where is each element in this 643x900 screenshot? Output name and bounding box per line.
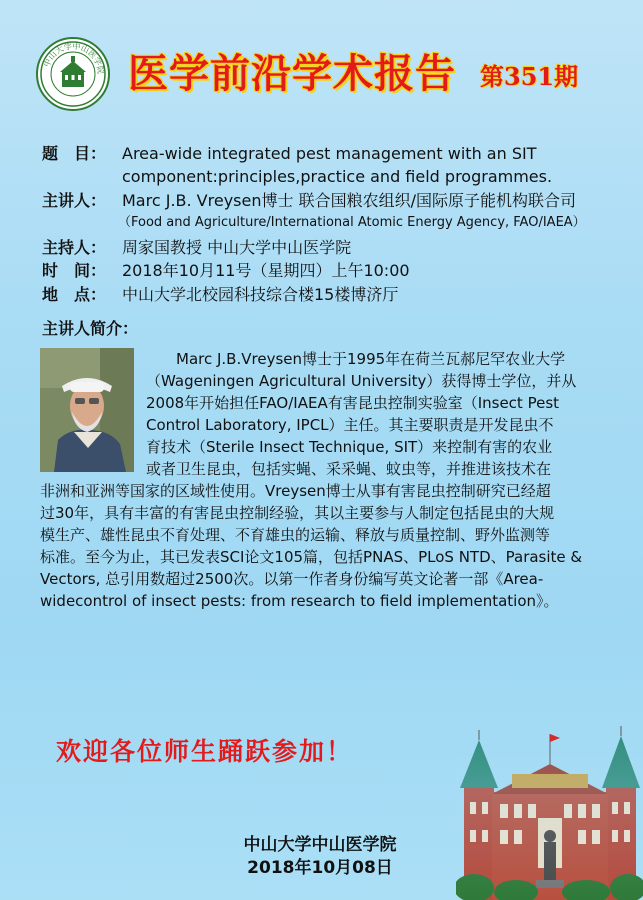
bio-line-8: 过30年，具有丰富的有害昆虫控制经验，其以主要参与人制定包括昆虫的大规 bbox=[40, 504, 555, 522]
topic-label: 题 目： bbox=[42, 144, 107, 163]
topic-line-2: component:principles,practice and field programmes. bbox=[122, 167, 553, 186]
bio-line-5: 育技术（Sterile Insect Technique, SIT）来控制有害的农业 bbox=[146, 438, 553, 456]
campus-building-image bbox=[456, 722, 643, 900]
place-label: 地 点： bbox=[42, 285, 107, 304]
welcome-message: 欢迎各位师生踊跃参加！ bbox=[56, 737, 354, 766]
bio-line-6: 或者卫生昆虫，包括实蝇、采采蝇、蚊虫等，并推进该技术在 bbox=[146, 460, 552, 478]
topic-line-1: Area-wide integrated pest management with an SIT bbox=[122, 144, 537, 163]
bio-line-1: Marc J.B.Vreysen博士于1995年在荷兰瓦郝尼罕农业大学 bbox=[176, 350, 566, 368]
host-name: 周家国教授 中山大学中山医学院 bbox=[122, 238, 352, 257]
bio-line-3: 2008年开始担任FAO/IAEA有害昆虫控制实验室（Insect Pest bbox=[146, 394, 560, 412]
issue-number: 第351期 bbox=[480, 62, 579, 91]
bio-line-4: Control Laboratory, IPCL）主任。其主要职责是开发昆虫不 bbox=[146, 416, 554, 434]
bio-heading: 主讲人简介： bbox=[42, 319, 139, 338]
host-label: 主持人： bbox=[42, 238, 107, 257]
university-logo bbox=[36, 37, 110, 111]
speaker-organization: （Food and Agriculture/International Atomic Energy Agency, FAO/IAEA） bbox=[118, 215, 586, 230]
bio-line-12: widecontrol of insect pests: from research to field implementation》。 bbox=[40, 592, 559, 610]
university-seal-icon bbox=[38, 39, 108, 109]
time-label: 时 间： bbox=[42, 261, 107, 280]
bio-line-11: Vectors, 总引用数超过2500次。以第一作者身份编写英文论著一部《Area- bbox=[40, 570, 544, 588]
footer-organization: 中山大学中山医学院 bbox=[243, 835, 397, 855]
speaker-photo bbox=[40, 348, 134, 472]
event-place: 中山大学北校园科技综合楼15楼博济厅 bbox=[122, 285, 399, 304]
bio-line-2: （Wageningen Agricultural University）获得博士学位，并从 bbox=[146, 372, 577, 390]
speaker-name: Marc J.B. Vreysen博士 联合国粮农组织/国际原子能机构联合司 bbox=[122, 191, 576, 210]
svg-text:中山大学中山医学院: 中山大学中山医学院 bbox=[42, 41, 106, 75]
footer-date: 2018年10月08日 bbox=[247, 858, 393, 878]
bio-line-7: 非洲和亚洲等国家的区域性使用。Vreysen博士从事有害昆虫控制研究已经超 bbox=[40, 482, 551, 500]
speaker-label: 主讲人： bbox=[42, 191, 107, 210]
bio-line-9: 模生产、雄性昆虫不育处理、不育雄虫的运输、释放与质量控制、野外监测等 bbox=[40, 526, 551, 544]
bio-line-10: 标准。至今为止，其已发表SCI论文105篇，包括PNAS、PLoS NTD、Parasite & bbox=[40, 548, 583, 566]
page-title: 医学前沿学术报告 bbox=[128, 50, 456, 97]
event-time: 2018年10月11号（星期四）上午10:00 bbox=[122, 261, 410, 280]
